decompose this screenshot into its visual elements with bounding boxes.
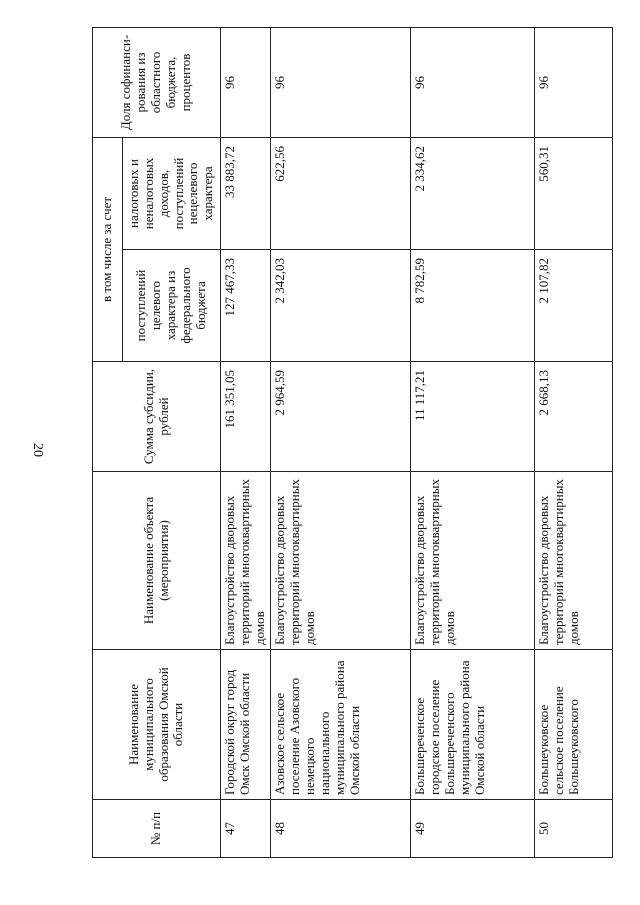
cell-object: Благоустройство дворовых территорий многоквартирных домов xyxy=(410,472,534,650)
cell-tax: 2 334,62 xyxy=(410,138,534,250)
subsidy-table xyxy=(92,27,613,858)
table-row xyxy=(534,28,612,858)
cell-municipality: Городской округ город Омск Омской области xyxy=(221,650,271,800)
cell-share: 96 xyxy=(410,28,534,138)
header-no: № п/п xyxy=(93,800,221,858)
cell-no: 48 xyxy=(270,800,410,858)
cell-no: 50 xyxy=(534,800,612,858)
cell-municipality: Большеуковское сельское поселение Большеуковского xyxy=(534,650,612,800)
cell-federal: 2 342,03 xyxy=(270,250,410,362)
cell-share: 96 xyxy=(534,28,612,138)
table-row xyxy=(410,28,534,858)
cell-tax: 622,56 xyxy=(270,138,410,250)
table-row xyxy=(221,28,271,858)
header-municipality: Наименование муниципального образования Омской области xyxy=(93,650,221,800)
header-federal: поступлений целевого характера из федерального бюджета xyxy=(123,250,221,362)
cell-federal: 2 107,82 xyxy=(534,250,612,362)
table-row xyxy=(270,28,410,858)
header-sum: Сумма субсидии, рублей xyxy=(93,362,221,472)
header-including: в том числе за счет xyxy=(93,138,123,362)
cell-no: 49 xyxy=(410,800,534,858)
cell-sum: 11 117,21 xyxy=(410,362,534,472)
cell-object: Благоустройство дворовых территорий многоквартирных домов xyxy=(270,472,410,650)
rotated-table-container xyxy=(92,28,610,858)
cell-share: 96 xyxy=(270,28,410,138)
cell-no: 47 xyxy=(221,800,271,858)
cell-object: Благоустройство дворовых территорий многоквартирных домов xyxy=(534,472,612,650)
cell-tax: 560,31 xyxy=(534,138,612,250)
header-object: Наименование объекта (мероприятия) xyxy=(93,472,221,650)
cell-sum: 161 351,05 xyxy=(221,362,271,472)
cell-share: 96 xyxy=(221,28,271,138)
cell-tax: 33 883,72 xyxy=(221,138,271,250)
cell-sum: 2 668,13 xyxy=(534,362,612,472)
cell-municipality: Азовское сельское поселение Азовского немецкого национального муниципального района Омской области xyxy=(270,650,410,800)
cell-municipality: Большереченское городское поселение Большереченского муниципального района Омской области xyxy=(410,650,534,800)
cell-object: Благоустройство дворовых территорий многоквартирных домов xyxy=(221,472,271,650)
header-share: Доля софинанси-рования из областного бюджета, процентов xyxy=(93,28,221,138)
cell-federal: 8 782,59 xyxy=(410,250,534,362)
cell-sum: 2 964,59 xyxy=(270,362,410,472)
header-tax: налоговых и неналоговых доходов, поступлений нецелевого характера xyxy=(123,138,221,250)
page-number: 20 xyxy=(30,443,45,457)
cell-federal: 127 467,33 xyxy=(221,250,271,362)
